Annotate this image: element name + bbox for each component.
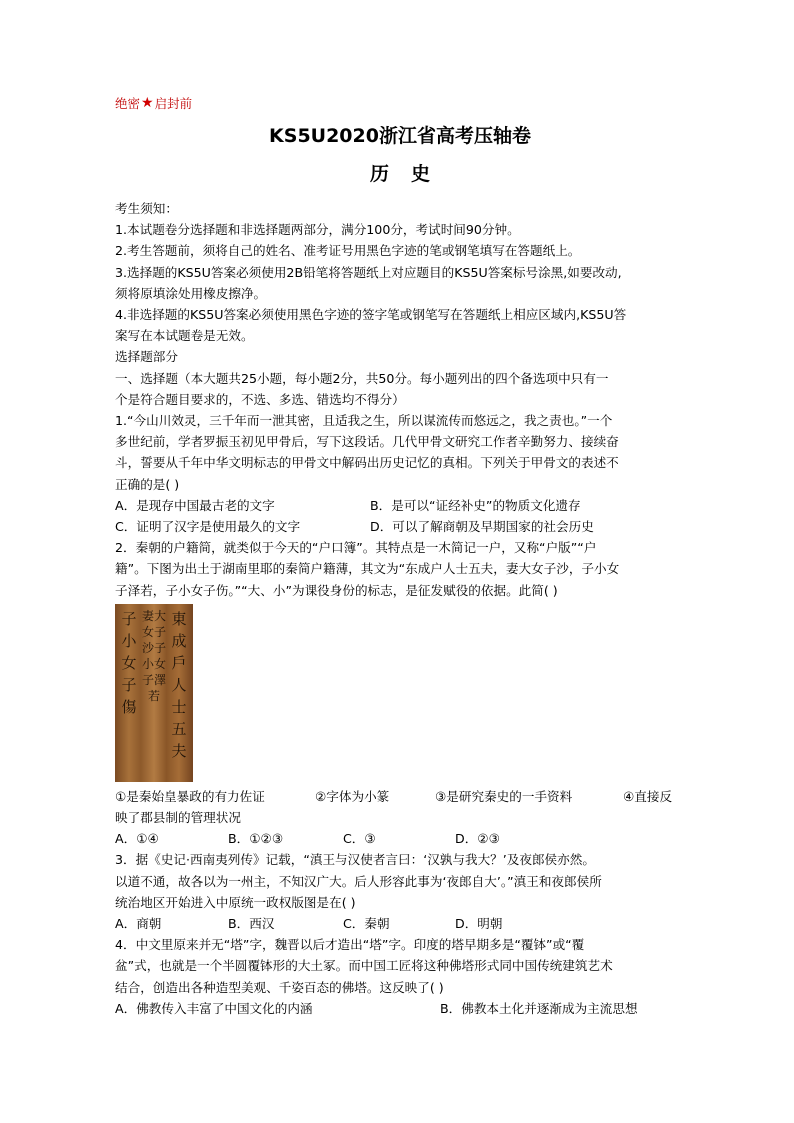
notice-block — [115, 198, 685, 1019]
option-b: B．西汉 — [228, 916, 275, 932]
question-text-line: 斗，誓要从千年中华文明标志的甲骨文中解码出历史记忆的真相。下列关于甲骨文的表述不 — [115, 455, 619, 471]
notice-item: 1.本试题卷分选择题和非选择题两部分，满分100分，考试时间90分钟。 — [115, 222, 520, 238]
option-b: B．佛教本土化并逐渐成为主流思想 — [440, 1000, 638, 1016]
question-text-line: 2．秦朝的户籍简，就类似于今天的“户口簿”。其特点是一木简记一户，又称“户版”“户 — [115, 540, 597, 556]
option-a: A．商朝 — [115, 916, 162, 932]
exam-title: KS5U2020浙江省高考压轴卷 — [269, 125, 531, 147]
section-instruction: 一、选择题（本大题共25小题，每小题2分，共50分。每小题列出的四个备选项中只有一 — [115, 370, 609, 386]
notice-item: 须将原填涂处用橡皮擦净。 — [115, 285, 267, 301]
option-d: D．②③ — [455, 831, 500, 847]
secret-label: 绝密 — [115, 96, 141, 111]
question-2 — [115, 537, 685, 849]
question-3 — [115, 849, 685, 934]
slip-column: 子小女子傷 — [121, 609, 137, 716]
notice-heading: 考生须知： — [115, 201, 178, 216]
option-d: D．明朝 — [455, 916, 503, 932]
option-a: A．①④ — [115, 831, 159, 847]
option-row — [115, 516, 685, 537]
notice-item: 案写在本试题卷是无效。 — [115, 328, 254, 344]
notice-item: 2.考生答题前，须将自己的姓名、准考证号用黑色字迹的笔或钢笔填写在答题纸上。 — [115, 243, 581, 259]
question-text-line: 结合，创造出各种造型美观、千姿百态的佛塔。这反映了( ) — [115, 979, 444, 995]
statement-4-cont: 映了郡县制的管理状况 — [115, 810, 241, 826]
option-row — [115, 495, 685, 516]
option-c: C．③ — [343, 831, 376, 847]
question-text-line: 正确的是( ) — [115, 476, 180, 492]
option-row — [115, 998, 685, 1019]
option-a: A．佛教传入丰富了中国文化的内涵 — [115, 1000, 313, 1016]
notice-item: 3.选择题的KS5U答案必须使用2B铅笔将答题纸上对应题目的KS5U答案标号涂黑,如要改动, — [115, 264, 622, 280]
question-4 — [115, 934, 685, 1019]
question-text-line: 3．据《史记·西南夷列传》记载，“滇王与汉使者言曰：‘汉孰与我大？’及夜郎侯亦然。 — [115, 852, 595, 868]
option-c: C．秦朝 — [343, 916, 390, 932]
star-icon: ★ — [141, 95, 154, 111]
question-text-line: 统治地区开始进入中原统一政权版图是在( ) — [115, 894, 356, 910]
question-text-line: 子泽若，子小女子伤。”“大、小”为课役身份的标志，是征发赋役的依据。此简( ) — [115, 582, 558, 598]
option-row — [115, 828, 685, 849]
option-d: D．可以了解商朝及早期国家的社会历史 — [370, 519, 594, 535]
statement-1: ①是秦始皇暴政的有力佐证 — [115, 788, 265, 804]
statement-2: ②字体为小篆 — [315, 788, 390, 804]
option-row — [115, 913, 685, 934]
statement-row — [115, 786, 685, 807]
subject-title: 历史 — [369, 163, 452, 185]
bamboo-slip-image — [115, 604, 193, 782]
question-text-line: 盆”式，也就是一个半圆覆钵形的大土冢。而中国工匠将这种佛塔形式同中国传统建筑艺术 — [115, 958, 613, 974]
question-text-line: 4．中文里原来并无“塔”字，魏晋以后才造出“塔”字。印度的塔早期多是“覆钵”或“覆 — [115, 937, 585, 953]
question-text-line: 多世纪前，学者罗振玉初见甲骨后，写下这段话。几代甲骨文研究工作者辛勤努力、接续奋 — [115, 434, 619, 450]
option-c: C．证明了汉字是使用最久的文字 — [115, 519, 301, 535]
section-instruction: 个是符合题目要求的，不选、多选、错选均不得分） — [115, 391, 405, 407]
option-b: B．是可以“证经补史”的物质文化遗存 — [370, 497, 581, 513]
question-1 — [115, 410, 685, 537]
slip-column: 東成戶人士五夫 — [171, 609, 187, 760]
question-text-line: 籍”。下图为出土于湖南里耶的秦简户籍薄，其文为“东成户人士五夫，妻大女子沙，子小女 — [115, 561, 620, 577]
confidential-mark — [115, 94, 685, 112]
notice-item: 4.非选择题的KS5U答案必须使用黑色字迹的签字笔或钢笔写在答题纸上相应区域内,KS5U答 — [115, 307, 627, 323]
question-text-line: 以道不通，故各以为一州主，不知汉广大。后人形容此事为‘夜郎自大’。”滇王和夜郎侯所 — [115, 873, 602, 889]
secret-label-2: 启封前 — [154, 96, 193, 111]
slip-column: 妻大女子沙子小女子澤若 — [142, 608, 167, 703]
statement-3: ③是研究秦史的一手资料 — [435, 788, 573, 804]
statement-4: ④直接反 — [623, 788, 673, 804]
option-b: B．①②③ — [228, 831, 284, 847]
section-part: 选择题部分 — [115, 349, 178, 365]
question-text-line: 1.“今山川效灵，三千年而一泄其密，且适我之生，所以谋流传而悠远之，我之责也。”一个 — [115, 413, 613, 429]
option-a: A．是现存中国最古老的文字 — [115, 497, 275, 513]
exam-page — [115, 94, 685, 1019]
